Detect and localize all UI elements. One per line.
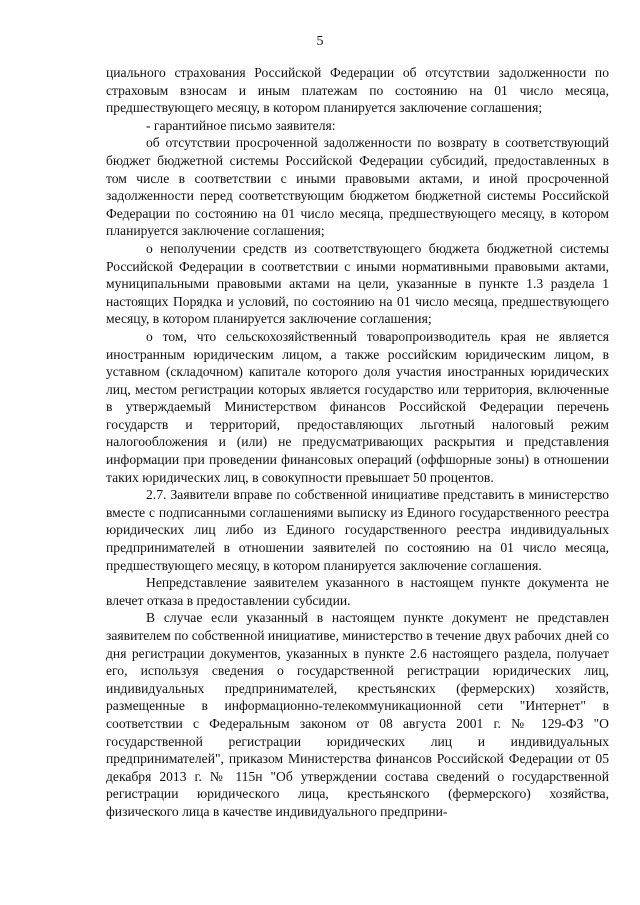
paragraph-not-foreign-entity: о том, что сельскохозяйственный товаропроизводитель края не является иностранным юридическим лицом, а также российским юридическим лицом, в уставном (складочном) капитале которого доля участия иностранных юридических лиц, местом регистрации которых является государство или территория, включенные в утверждаемый Министерством финансов Российской Федерации перечень государств и территорий, предоставляющих льготный налоговый режим налогообложения и (или) не предусматривающих раскрытия и представления информации при проведении финансовых операций (оффшорные зоны) в отношении таких юридических лиц, в совокупности превышает 50 процентов.	[106, 328, 609, 485]
paragraph-guarantee-letter-heading: - гарантийное письмо заявителя:	[146, 117, 336, 133]
page-number: 5	[316, 34, 324, 49]
paragraph-tax-debt-continuation: циального страхования Российской Федерации об отсутствии задолженности по страховым взносам и иным платежам по состоянию на 01 число месяца, предшествующего месяцу, в котором планируется заключение соглашения;	[106, 65, 609, 116]
paragraph-section-2-7: 2.7. Заявители вправе по собственной инициативе представить в министерство вместе с подписанными соглашениями выписку из Единого государственного реестра юридических лиц либо из Единого государственного реестра индивидуальных предпринимателей в отношении заявителей по состоянию на 01 число месяца, предшествующего месяцу, в котором планируется заключение соглашения.	[106, 487, 609, 573]
paragraph-no-overdue-debt: об отсутствии просроченной задолженности по возврату в соответствующий бюджет бюджетной системы Российской Федерации субсидий, предоставленных в том числе в соответствии с иными правовыми актами, и иной просроченной задолженности перед соответствующим бюджетом бюджетной системы Российской Федерации по состоянию на 01 число месяца, предшествующего месяцу, в котором планируется заключение соглашения;	[106, 135, 609, 239]
paragraph-ministry-request: В случае если указанный в настоящем пункте документ не представлен заявителем по собственной инициативе, министерство в течение двух рабочих дней со дня регистрации документов, указанных в пункте 2.6 настоящего раздела, получает его, используя сведения о государственной регистрации юридических лиц, индивидуальных предпринимателей, крестьянских (фермерских) хозяйств, размещенные в информационно-телекоммуникационной сети "Интернет" в соответствии с Федеральным законом от 08 августа 2001 г. № 129-ФЗ "О государственной регистрации юридических лиц и индивидуальных предпринимателей", приказом Министерства финансов Российской Федерации от 05 декабря 2013 г. № 115н "Об утверждении состава сведений о государственной регистрации юридического лица, крестьянского (фермерского) хозяйства, физического лица в качестве индивидуального предприни-	[106, 610, 609, 819]
paragraph-no-other-budget-funds: о неполучении средств из соответствующего бюджета бюджетной системы Российской Федерации в соответствии с иными нормативными правовыми актами, муниципальными правовыми актами на цели, указанные в пункте 1.3 раздела 1 настоящих Порядка и условий, по состоянию на 01 число месяца, предшествующего месяцу, в котором планируется заключение соглашения;	[106, 240, 609, 327]
paragraph-non-submission: Непредставление заявителем указанного в настоящем пункте документа не влечет отказа в предоставлении субсидии.	[106, 575, 609, 608]
document-body	[106, 64, 609, 821]
